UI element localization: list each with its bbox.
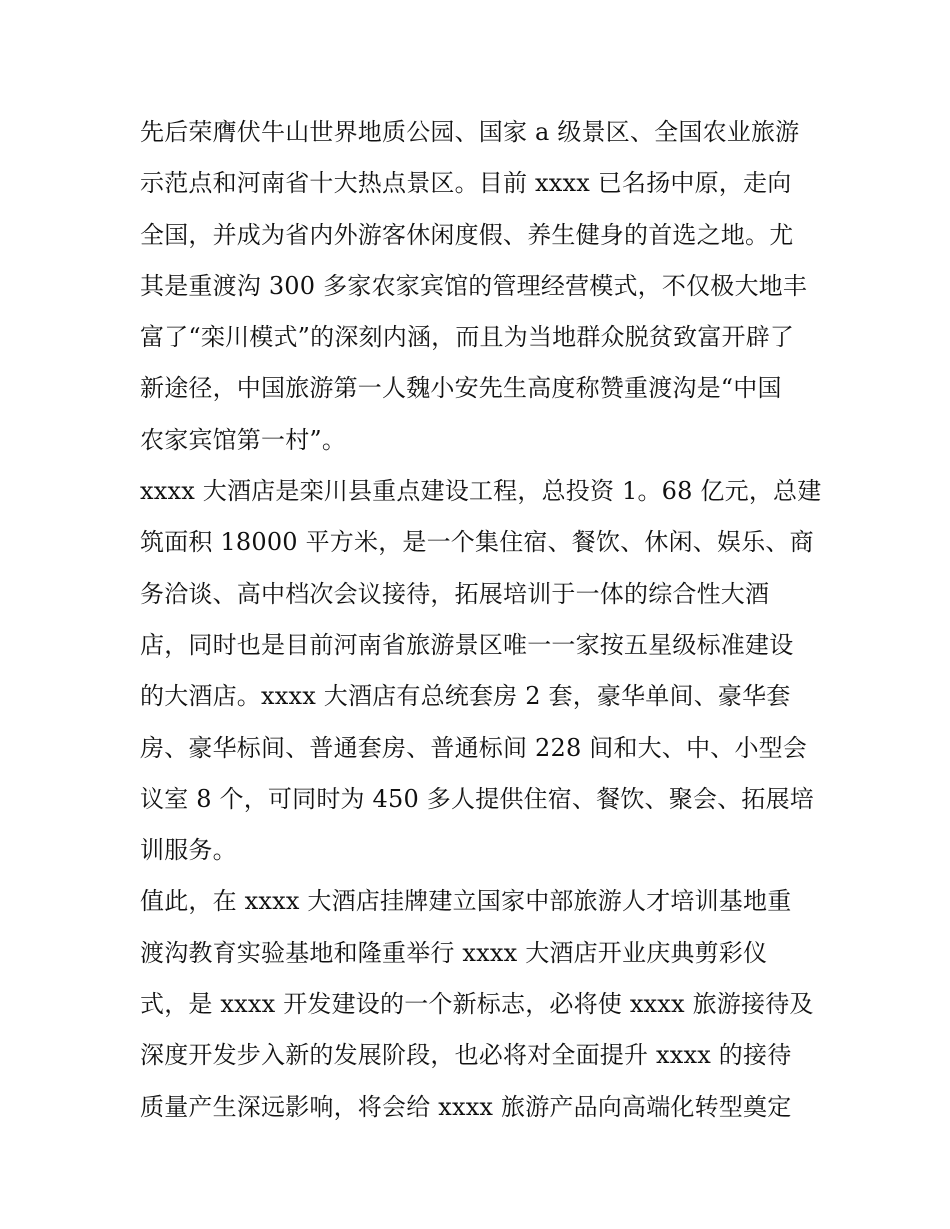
text-line: 渡沟教育实验基地和隆重举行 xxxx 大酒店开业庆典剪彩仪 [140, 938, 768, 967]
text-line: 深度开发步入新的发展阶段，也必将对全面提升 xxxx 的接待 [140, 1041, 792, 1070]
text-line: 式，是 xxxx 开发建设的一个新标志，必将使 xxxx 旅游接待及 [140, 990, 814, 1019]
paragraph-1 [140, 107, 820, 466]
text-line: 示范点和河南省十大热点景区。目前 xxxx 已名扬中原，走向 [140, 169, 792, 198]
text-line: 务洽谈、高中档次会议接待，拓展培训于一体的综合性大酒 [140, 579, 770, 608]
text-line: 店，同时也是目前河南省旅游景区唯一一家按五星级标准建设 [140, 630, 794, 659]
document-body [140, 107, 820, 1133]
text-line: 富了“栾川模式”的深刻内涵，而且为当地群众脱贫致富开辟了 [140, 323, 795, 352]
text-line: 质量产生深远影响，将会给 xxxx 旅游产品向高端化转型奠定 [140, 1092, 792, 1121]
text-line: 筑面积 18000 平方米，是一个集住宿、餐饮、休闲、娱乐、商 [140, 528, 814, 557]
paragraph-3 [140, 876, 820, 1132]
text-line: 房、豪华标间、普通套房、普通标间 228 间和大、中、小型会 [140, 733, 808, 762]
text-line: 的大酒店。xxxx 大酒店有总统套房 2 套，豪华单间、豪华套 [140, 682, 791, 711]
text-line: xxxx 大酒店是栾川县重点建设工程，总投资 1。68 亿元，总建 [140, 477, 822, 506]
text-line: 新途径，中国旅游第一人魏小安先生高度称赞重渡沟是“中国 [140, 374, 782, 403]
text-line: 值此，在 xxxx 大酒店挂牌建立国家中部旅游人才培训基地重 [140, 887, 792, 916]
text-line: 议室 8 个，可同时为 450 多人提供住宿、餐饮、聚会、拓展培 [140, 784, 814, 813]
text-line: 先后荣膺伏牛山世界地质公园、国家 a 级景区、全国农业旅游 [140, 118, 800, 146]
text-line: 其是重渡沟 300 多家农家宾馆的管理经营模式，不仅极大地丰 [140, 271, 808, 300]
text-line: 农家宾馆第一村”。 [140, 425, 347, 454]
text-line: 全国，并成为省内外游客休闲度假、养生健身的首选之地。尤 [140, 220, 794, 249]
paragraph-2 [140, 466, 820, 876]
text-line: 训服务。 [140, 836, 237, 865]
